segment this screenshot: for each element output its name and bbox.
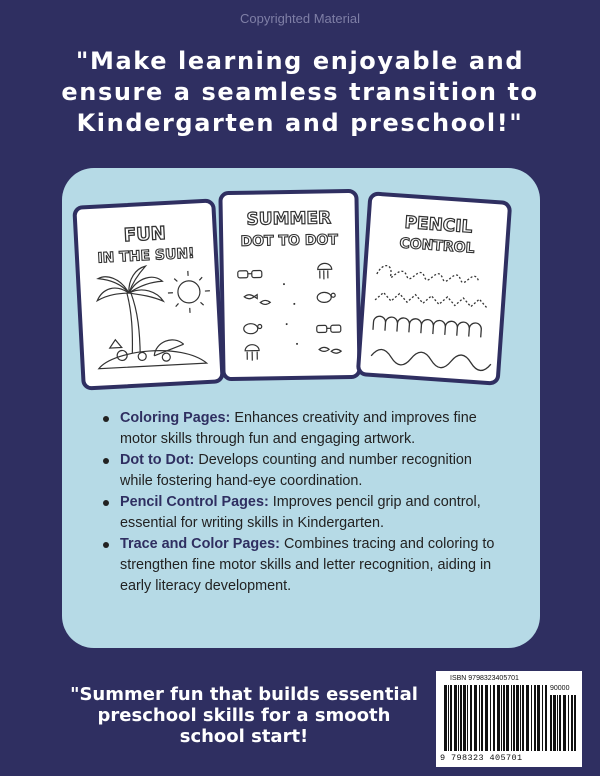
fish-icon — [319, 347, 341, 353]
bottom-quote: "Summer fun that builds essential preschool skills for a smooth school start! — [70, 684, 418, 747]
coloring-page-thumbnail — [72, 198, 224, 390]
page-title-line2: IN THE SUN! — [97, 245, 195, 267]
turtle-icon — [244, 324, 262, 334]
page-title-line2: DOT TO DOT — [240, 232, 339, 250]
dot-to-dot-page-thumbnail — [218, 189, 361, 381]
feature-item-coloring — [100, 408, 505, 450]
feature-item-dot-to-dot — [100, 450, 505, 492]
headline-quote: "Make learning enjoyable and ensure a seamless transition to Kindergarten and preschool!" — [61, 47, 539, 137]
feature-title: Pencil Control Pages: — [120, 494, 269, 510]
feature-text: Combines tracing and coloring to strengthen fine motor skills and letter recognition, aiding in early literacy development. — [120, 536, 495, 594]
feature-item-pencil-control — [100, 492, 505, 534]
page-title-line1: FUN — [123, 223, 167, 247]
jellyfish-icon — [245, 345, 259, 361]
sun-icon — [167, 270, 211, 314]
pencil-control-page-thumbnail — [356, 191, 513, 386]
trace-loops-line — [377, 265, 480, 284]
isbn-label: ISBN 9798323405701 — [450, 675, 519, 682]
feature-text: Enhances creativity and improves fine motor skills through fun and engaging artwork. — [120, 410, 477, 447]
trace-wave-line — [371, 349, 492, 371]
feature-item-trace-and-color — [100, 534, 505, 597]
feature-text: Develops counting and number recognition while fostering hand-eye coordination. — [120, 452, 472, 489]
palm-tree-icon — [96, 265, 167, 358]
feature-title: Dot to Dot: — [120, 452, 195, 468]
addon-barcode-bars — [550, 695, 576, 751]
feature-title: Trace and Color Pages: — [120, 536, 280, 552]
isbn-barcode — [436, 671, 582, 767]
beach-island-icon — [97, 335, 206, 369]
page-title-line1: SUMMER — [246, 208, 332, 230]
feature-list — [100, 408, 505, 597]
sunglasses-icon — [238, 270, 262, 277]
watermark: Copyrighted Material — [240, 11, 360, 26]
page-title-line2: CONTROL — [398, 235, 475, 257]
turtle-icon — [317, 292, 335, 302]
page-title-line1: PENCIL — [403, 212, 474, 238]
jellyfish-icon — [318, 263, 332, 279]
trace-zigzag-line — [375, 292, 487, 308]
sunglasses-icon — [317, 325, 341, 332]
price-code: 90000 — [550, 685, 570, 692]
feature-text: Improves pencil grip and control, essential for writing skills in Kindergarten. — [120, 494, 481, 531]
trace-arches-line — [373, 316, 482, 337]
barcode-bars — [444, 685, 548, 751]
barcode-digits: 9 798323 405701 — [440, 753, 523, 763]
fish-icon — [244, 294, 270, 304]
feature-title: Coloring Pages: — [120, 410, 231, 426]
